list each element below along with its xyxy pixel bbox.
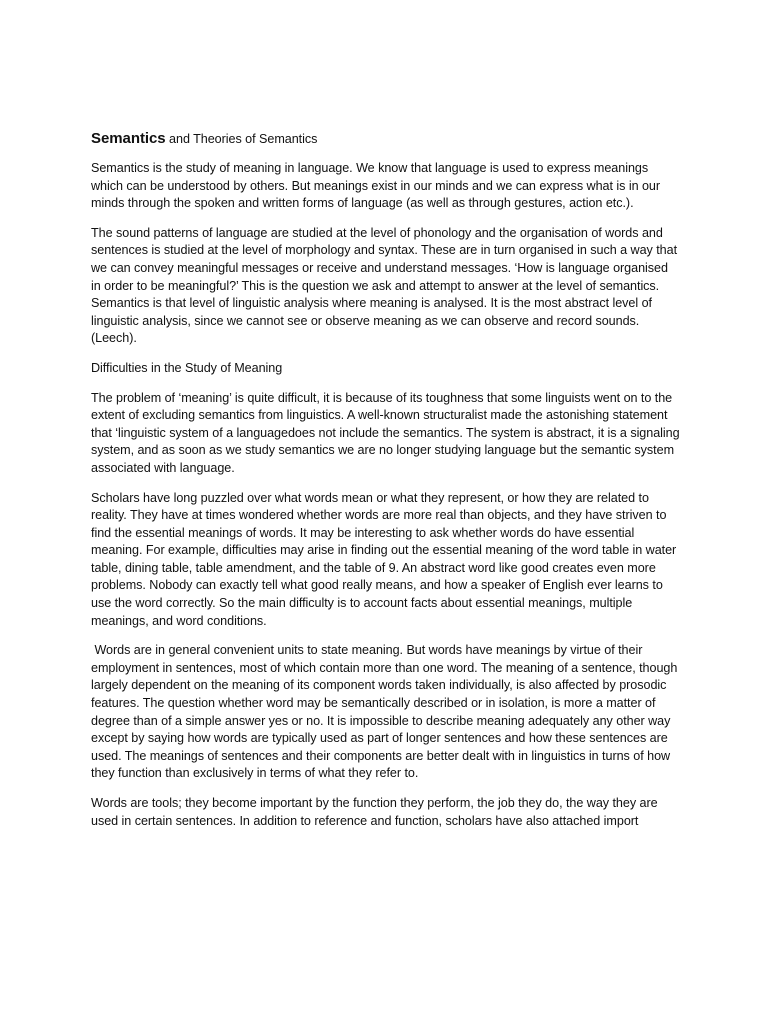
title-rest: and Theories of Semantics <box>165 132 318 146</box>
paragraph-scholars: Scholars have long puzzled over what words mean or what they represent, or how they are related to reality. They have at times wondered whether words are more real than objects, and they have striven to find the essential meanings of words. It may be interesting to ask whether words do have essential meaning. For example, difficulties may arise in finding out the essential meaning of the word table in water table, dining table, table amendment, and the table of 9. An abstract word like good creates even more problems. Nobody can exactly tell what good really means, and how a speaker of English ever learns to use the word correctly. So the main difficulty is to account facts about essential meanings, multiple meanings, and word conditions. <box>91 490 677 628</box>
paragraph-intro: Semantics is the study of meaning in language. We know that language is used to express meanings which can be understood by others. But meanings exist in our minds and we can express what is in our minds through the spoken and written forms of language (as well as through gestures, action etc.). <box>91 161 661 211</box>
section-heading: Difficulties in the Study of Meaning <box>91 360 283 375</box>
document-body <box>91 130 681 842</box>
paragraph-words-tools: Words are tools; they become important by the function they perform, the job they do, the way they are used in certain sentences. In addition to reference and function, scholars have also attached import <box>91 796 658 828</box>
paragraph-problem-of-meaning: The problem of ‘meaning’ is quite difficult, it is because of its toughness that some linguists went on to the extent of excluding semantics from linguistics. A well-known structuralist made the astonishing statement that ‘linguistic system of a languagedoes not include the semantics. The system is abstract, it is a signaling system, and as soon as we study semantics we are no longer studying language but the semantic system associated with language. <box>91 390 680 475</box>
document-title <box>91 130 681 148</box>
title-main: Semantics <box>91 130 166 147</box>
paragraph-words-units: Words are in general convenient units to state meaning. But words have meanings by virtue of their employment in sentences, most of which contain more than one word. The meaning of a sentence, though largely dependent on the meaning of its component words taken individually, is also affected by prosodic features. The question whether word may be semantically described or in isolation, is more a matter of degree than of a simple answer yes or no. It is impossible to describe meaning adequately any other way except by saying how words are typically used as part of longer sentences and how these sentences are used. The meanings of sentences and their components are better dealt with in linguistics in turns of how they function than exclusively in terms of what they refer to. <box>91 643 681 781</box>
paragraph-levels: The sound patterns of language are studied at the level of phonology and the organisation of words and sentences is studied at the level of morphology and syntax. These are in turn organised in such a way that we can convey meaningful messages or receive and understand messages. ‘How is language organised in order to be meaningful?’ This is the question we ask and attempt to answer at the level of semantics. Semantics is that level of linguistic analysis where meaning is analysed. It is the most abstract level of linguistic analysis, since we cannot see or observe meaning as we can observe and record sounds. (Leech). <box>91 225 678 346</box>
